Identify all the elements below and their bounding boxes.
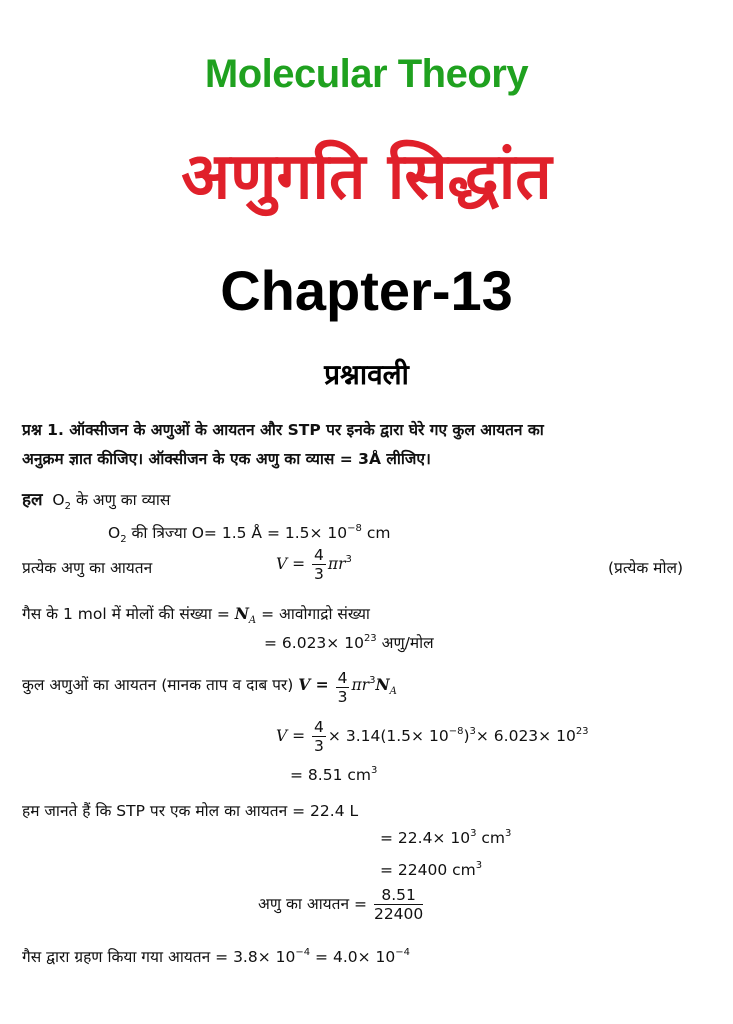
fraction-denominator: 3 [314, 565, 324, 583]
o2-subscript-2: 2 [120, 534, 127, 545]
avogadro-value [264, 631, 434, 653]
question-text-1: ऑक्सीजन के अणुओं के आयतन और STP पर इनके द्वारा घेरे गए कुल आयतन का [69, 421, 544, 439]
ratio-label: अणु का आयतन = [258, 895, 368, 913]
calc-exponent-1: −8 [448, 726, 464, 737]
stp2-text: = 22.4× 10 [380, 829, 471, 847]
cube-exponent-b: 3 [369, 675, 376, 686]
gas-exponent-1: −4 [295, 947, 311, 958]
volume-eq-lhs: V = [276, 555, 306, 573]
result-text: = 8.51 cm [290, 766, 371, 784]
avogadro-value-text: = 6.023× 10 [264, 634, 364, 652]
gas-volume-mid: = 4.0× 10 [315, 948, 396, 966]
avogadro-subscript-b: A [389, 686, 397, 697]
question-line-1 [22, 418, 544, 440]
title-hindi: अणुगति सिद्धांत [181, 140, 552, 214]
avogadro-label: = आवोगाद्रो संख्या [261, 605, 370, 623]
o2-subscript: 2 [64, 501, 71, 512]
result-line [290, 766, 377, 784]
stp2-unit-exponent: 3 [505, 828, 512, 839]
fraction-4-3-c [312, 718, 326, 755]
calc-middle: × 3.14(1.5× 10 [327, 727, 449, 745]
volume-note: (प्रत्येक मोल) [608, 559, 684, 577]
o2-symbol-2: O [108, 524, 121, 542]
total-volume-lhs: V = [298, 675, 329, 694]
fraction-numerator: 4 [314, 546, 324, 564]
radius-line [108, 521, 390, 543]
avogadro-symbol: N [234, 604, 249, 623]
stp3-text: = 22400 cm [380, 861, 476, 879]
volume-label: प्रत्येक अणु का आयतन [22, 559, 153, 577]
result-exponent: 3 [370, 765, 378, 776]
calc-cube: 3 [469, 726, 476, 737]
radius-exponent: −8 [347, 523, 362, 534]
gas-exponent-2: −4 [395, 947, 410, 958]
avogadro-unit: अणु/मोल [381, 634, 434, 652]
fraction-denominator-c: 3 [314, 737, 324, 755]
fraction-numerator-c: 4 [314, 718, 324, 736]
fraction-numerator-b: 4 [337, 669, 348, 687]
stp-line-3 [380, 861, 482, 879]
question-label: प्रश्न 1. [22, 421, 64, 439]
moles-text: गैस के 1 mol में मोलों की संख्या = [22, 605, 230, 623]
fraction-4-3 [312, 546, 326, 583]
stp-line: हम जानते हैं कि STP पर एक मोल का आयतन = 22.4 L [22, 802, 359, 820]
solution-line-diameter [22, 487, 170, 510]
section-heading: प्रश्नावली [324, 358, 409, 391]
stp2-unit: cm [481, 829, 506, 847]
avogadro-exponent: 23 [363, 633, 377, 644]
cube-exponent: 3 [345, 554, 352, 565]
ratio-denominator: 22400 [373, 905, 424, 923]
solution-label: हल [22, 490, 43, 510]
diameter-text: के अणु का व्यास [75, 491, 171, 509]
fraction-denominator-b: 3 [337, 688, 348, 706]
calc-end: × 6.023× 10 [475, 727, 576, 745]
moles-line [22, 602, 370, 624]
fraction-4-3-b [336, 669, 350, 706]
calc-exponent-2: 23 [575, 726, 589, 737]
ratio-fraction [374, 886, 423, 923]
volume-equation [276, 546, 352, 583]
avogadro-symbol-b: N [375, 675, 390, 694]
gas-volume-text: गैस द्वारा ग्रहण किया गया आयतन = 3.8× 10 [22, 948, 296, 966]
radius-text: की त्रिज्या O= 1.5 Å = 1.5× 10 [131, 524, 348, 542]
stp3-exponent: 3 [475, 860, 483, 871]
total-volume-label: कुल अणुओं का आयतन (मानक ताप व दाब पर) [22, 676, 294, 694]
chapter-heading: Chapter-13 [220, 259, 513, 322]
ratio-numerator: 8.51 [374, 886, 423, 905]
ratio-line [258, 886, 425, 923]
question-line-2: अनुक्रम ज्ञात कीजिए। ऑक्सीजन के एक अणु का व्यास = 3Å लीजिए। [22, 450, 431, 468]
calc-paren: ) [463, 727, 470, 745]
avogadro-subscript: A [248, 615, 257, 626]
calculation-line [276, 718, 589, 755]
title-english: Molecular Theory [204, 52, 529, 96]
radius-unit: cm [366, 524, 391, 542]
total-volume-line: कुल अणुओं का आयतन (मानक ताप व दाब पर) V = $\frac{4}{3}$ $\pi r^3N_A$ [22, 669, 397, 706]
calc-lhs: V = [276, 727, 306, 745]
volume-eq-rhs: πr [327, 555, 346, 573]
o2-symbol: O [52, 491, 65, 509]
gas-volume-line [22, 945, 410, 967]
stp-line-2 [380, 829, 511, 847]
stp2-exponent: 3 [470, 828, 477, 839]
